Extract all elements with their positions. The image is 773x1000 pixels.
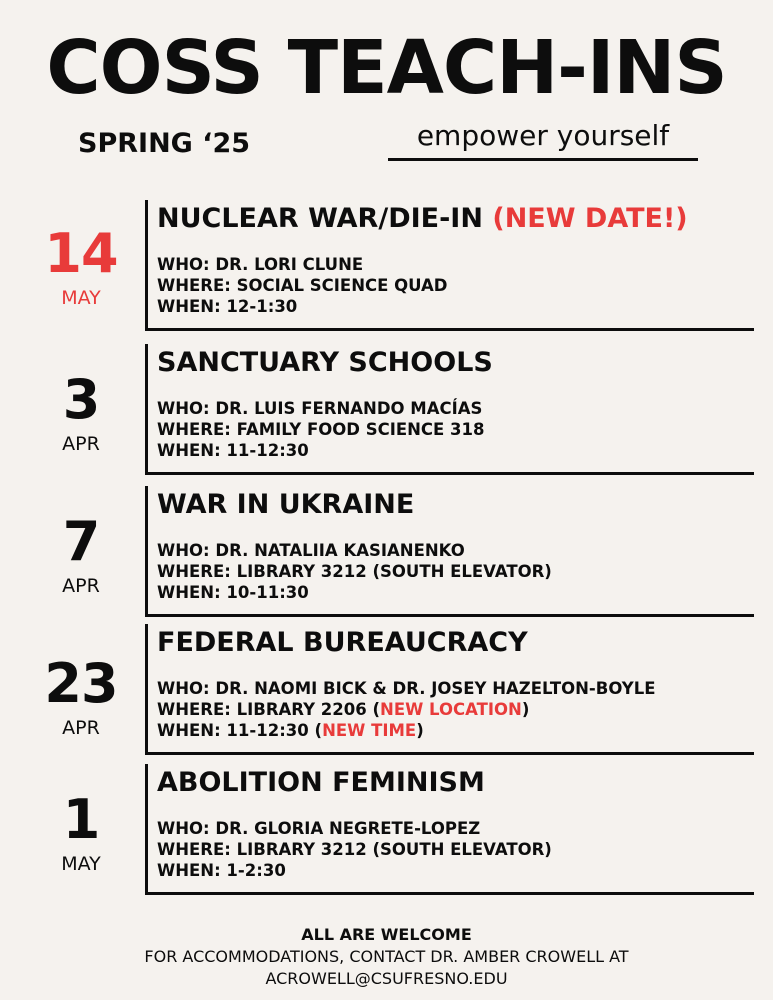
new-location-note: NEW LOCATION [380,700,522,719]
event-where [157,699,656,720]
event-month: APR [62,575,100,597]
contact-text: FOR ACCOMMODATIONS, CONTACT DR. AMBER CROWELL AT [144,947,629,966]
event-where-suffix: ) [521,700,530,719]
event-day: 3 [62,368,100,431]
welcome-text: ALL ARE WELCOME [301,925,472,944]
event-date [20,368,142,456]
event-details [157,254,448,317]
event-details [157,678,656,741]
event-when: WHEN: 12-1:30 [157,297,298,316]
footer [0,924,773,990]
page-title: COSS TEACH-INS [46,25,727,111]
event-title-note: (NEW DATE!) [492,203,688,234]
event-sanctuary-schools [0,342,773,482]
new-time-note: NEW TIME [322,721,417,740]
event-month: APR [62,433,100,455]
event-month: MAY [61,853,101,875]
event-where-prefix: WHERE: LIBRARY 2206 ( [157,700,381,719]
event-when-prefix: WHEN: 11-12:30 ( [157,721,323,740]
event-when [157,720,656,741]
event-date [20,510,142,598]
event-where: WHERE: LIBRARY 3212 (SOUTH ELEVATOR) [157,840,552,859]
event-abolition-feminism [0,762,773,902]
tagline: empower yourself [388,116,698,161]
event-day: 14 [44,222,118,285]
event-date [20,788,142,876]
event-who: WHO: DR. LUIS FERNANDO MACÍAS [157,399,483,418]
event-details [157,818,552,881]
event-date [20,652,142,740]
semester-label: SPRING ‘25 [78,128,251,159]
event-day: 1 [62,788,100,851]
event-details [157,540,552,603]
event-who: WHO: DR. LORI CLUNE [157,255,364,274]
event-when: WHEN: 1-2:30 [157,861,286,880]
event-when: WHEN: 11-12:30 [157,441,309,460]
event-details [157,398,485,461]
event-month: MAY [61,287,101,309]
event-date [20,222,142,310]
event-when: WHEN: 10-11:30 [157,583,309,602]
event-title: SANCTUARY SCHOOLS [157,347,493,378]
event-when-suffix: ) [416,721,424,740]
event-who: WHO: DR. NAOMI BICK & DR. JOSEY HAZELTON-BOYLE [157,679,656,698]
event-title-text: NUCLEAR WAR/DIE-IN [157,203,483,234]
event-where: WHERE: LIBRARY 3212 (SOUTH ELEVATOR) [157,562,552,581]
event-day: 23 [44,652,118,715]
event-federal-bureaucracy [0,622,773,762]
event-who: WHO: DR. NATALIIA KASIANENKO [157,541,465,560]
event-who: WHO: DR. GLORIA NEGRETE-LOPEZ [157,819,481,838]
event-war-in-ukraine [0,484,773,624]
event-title: WAR IN UKRAINE [157,489,415,520]
event-title: FEDERAL BUREAUCRACY [157,627,528,658]
contact-email[interactable]: ACROWELL@CSUFRESNO.EDU [265,969,508,988]
event-where: WHERE: FAMILY FOOD SCIENCE 318 [157,420,485,439]
event-title [157,202,688,236]
event-where: WHERE: SOCIAL SCIENCE QUAD [157,276,448,295]
event-day: 7 [62,510,100,573]
event-title: ABOLITION FEMINISM [157,767,485,798]
event-nuclear-war [0,198,773,338]
event-month: APR [62,717,100,739]
